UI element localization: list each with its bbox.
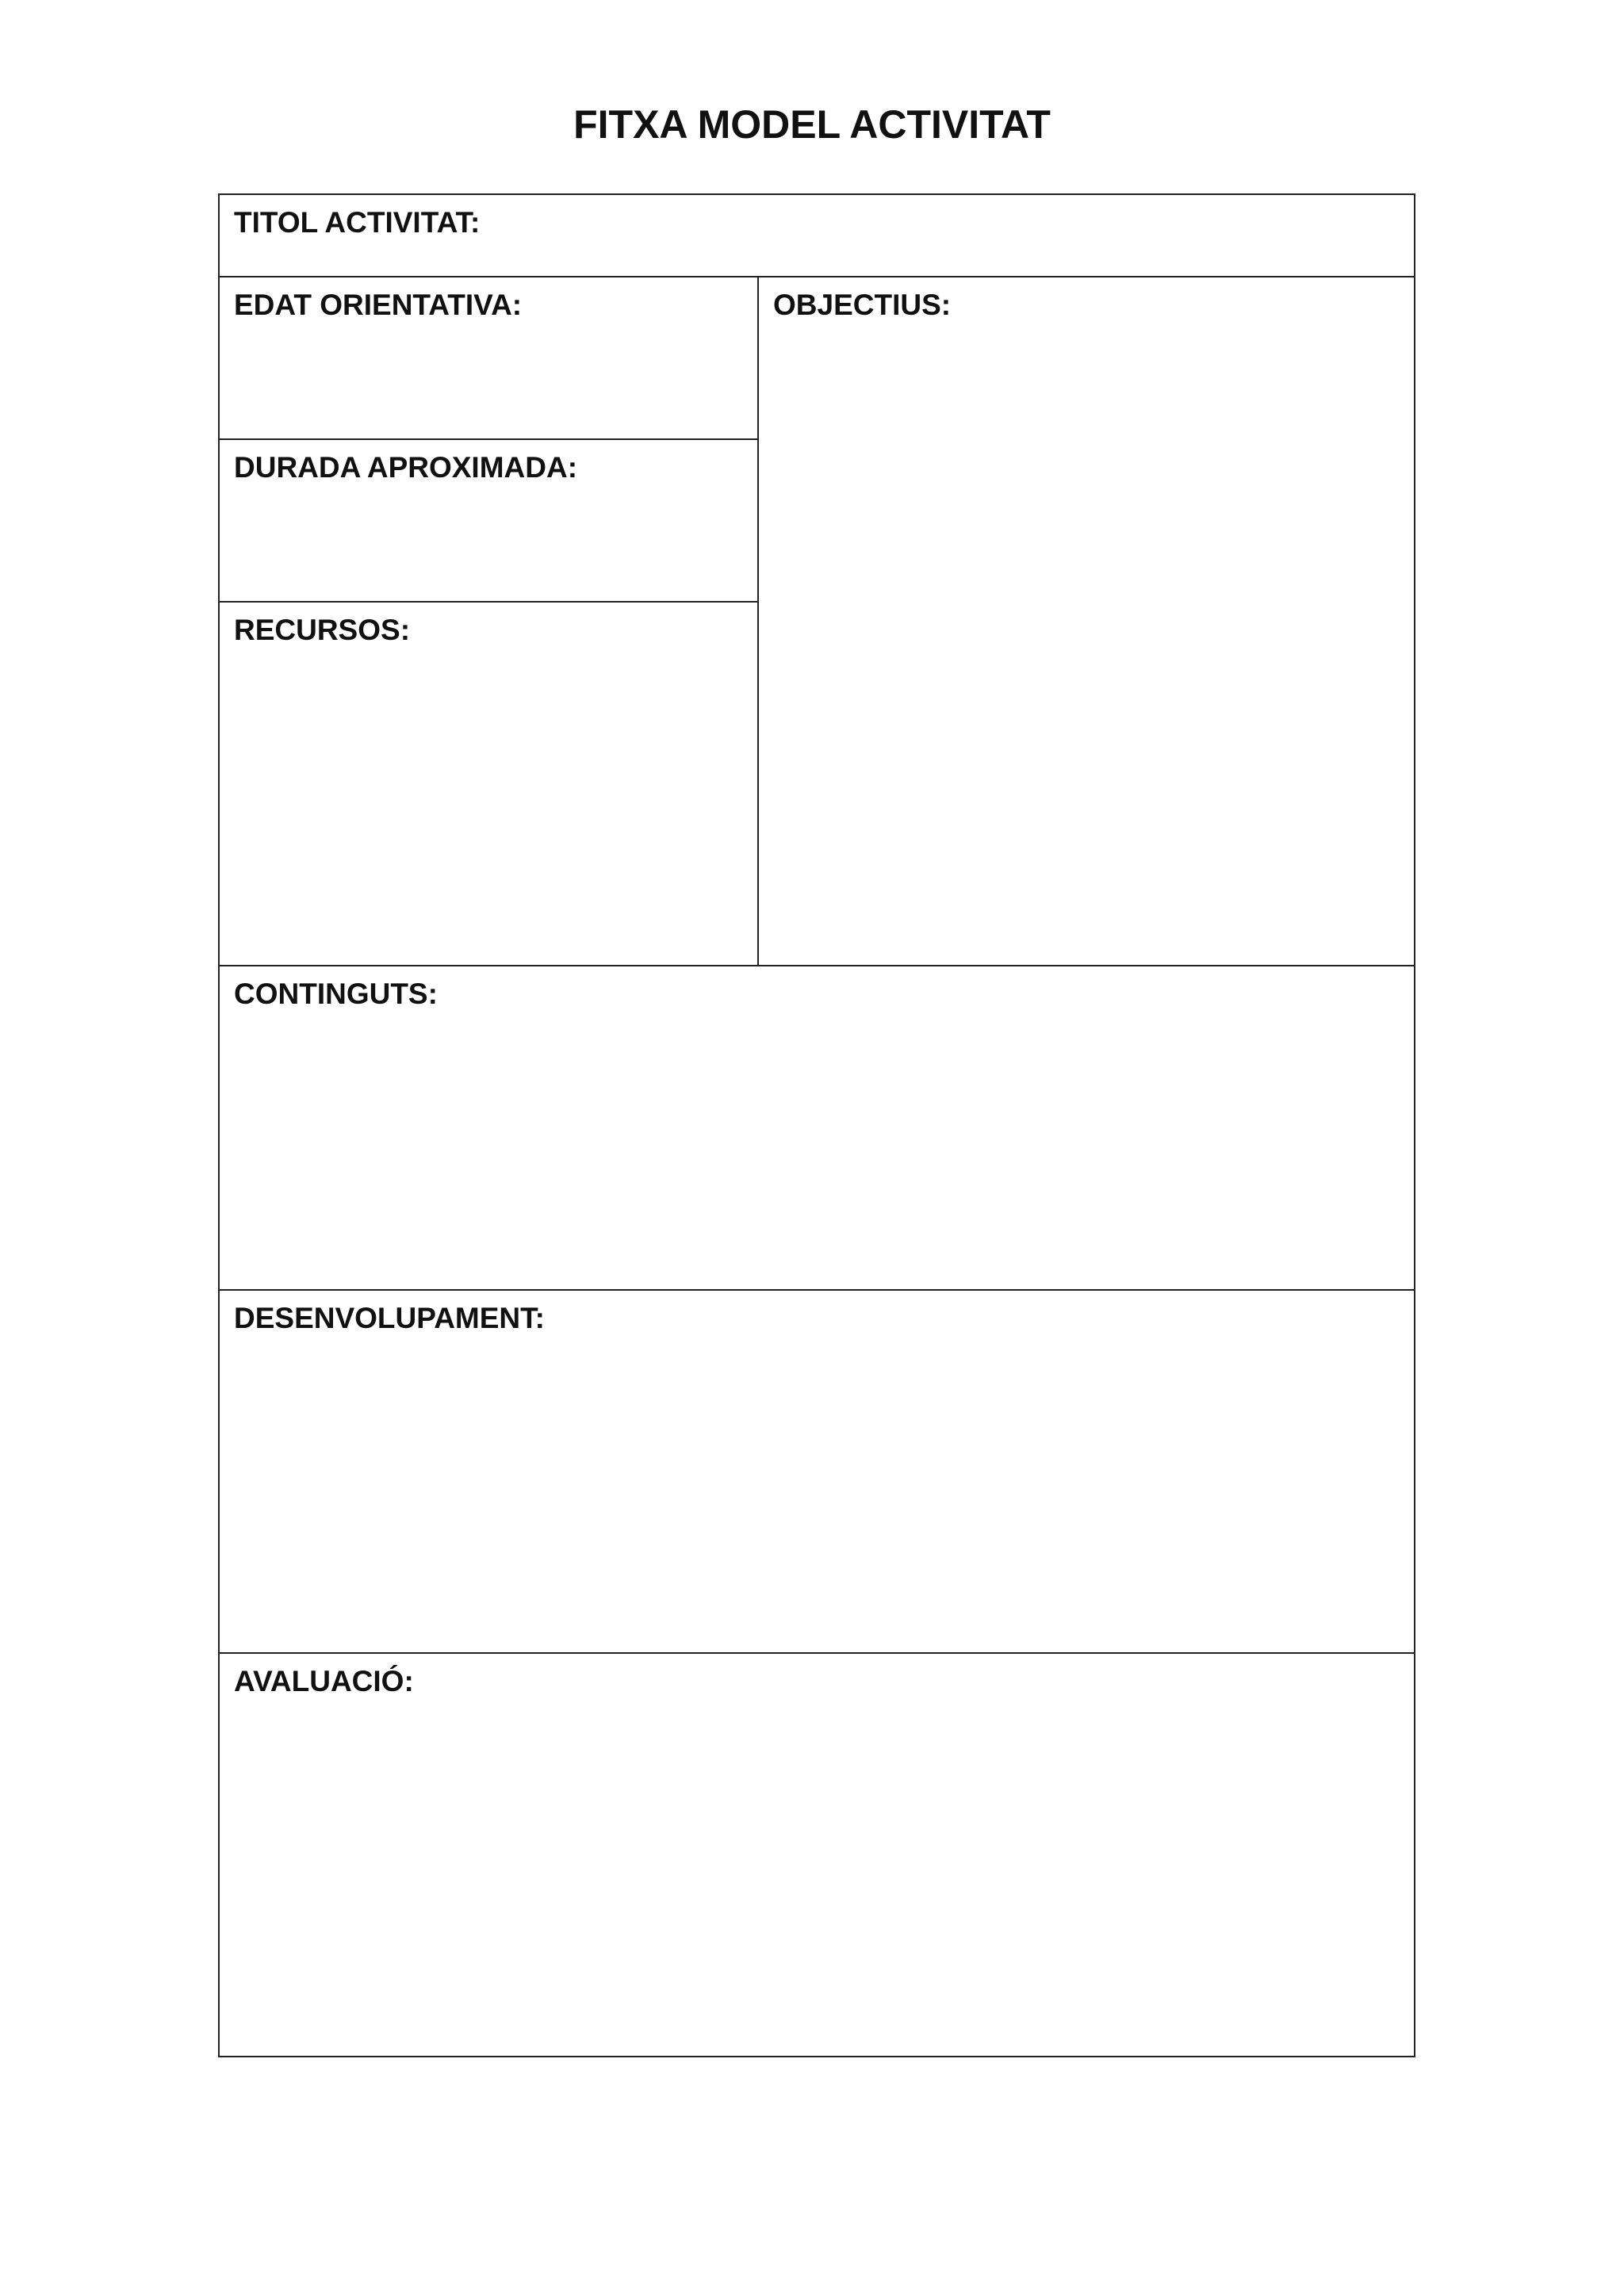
field-titol-activitat[interactable]: [218, 193, 1415, 277]
field-label-durada-aproximada: DURADA APROXIMADA:: [234, 451, 578, 484]
field-avaluacio[interactable]: [218, 1652, 1415, 2057]
field-edat-orientativa[interactable]: [218, 276, 759, 440]
field-continguts[interactable]: [218, 965, 1415, 1291]
field-durada-aproximada[interactable]: [218, 438, 759, 603]
field-label-recursos: RECURSOS:: [234, 614, 411, 646]
field-label-avaluacio: AVALUACIÓ:: [234, 1665, 414, 1697]
field-label-objectius: OBJECTIUS:: [773, 289, 952, 321]
field-desenvolupament[interactable]: [218, 1289, 1415, 1654]
field-label-desenvolupament: DESENVOLUPAMENT:: [234, 1302, 545, 1334]
page-title: FITXA MODEL ACTIVITAT: [573, 102, 1051, 147]
field-recursos[interactable]: [218, 601, 759, 966]
field-label-titol-activitat: TITOL ACTIVITAT:: [234, 206, 481, 239]
field-objectius[interactable]: [757, 276, 1415, 966]
field-label-edat-orientativa: EDAT ORIENTATIVA:: [234, 289, 523, 321]
field-label-continguts: CONTINGUTS:: [234, 978, 438, 1010]
